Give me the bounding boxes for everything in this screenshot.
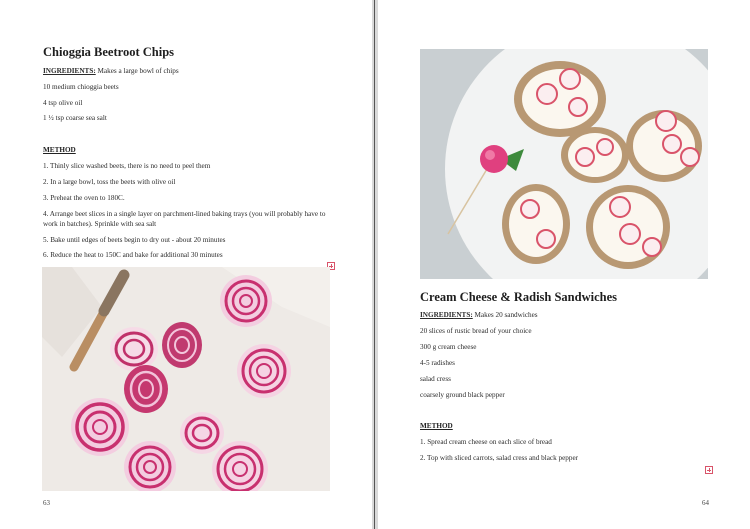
ingredients-line — [43, 67, 179, 75]
ingredient-item: 4 tsp olive oil — [43, 99, 83, 107]
ingredient-item: 4-5 radishes — [420, 359, 455, 367]
beet-slice — [237, 344, 291, 398]
method-step: 2. Top with sliced carrots, salad cress and black pepper — [420, 454, 579, 462]
ingredient-item: 20 slices of rustic bread of your choice — [420, 327, 532, 335]
left-page — [0, 0, 372, 529]
ingredient-item: 300 g cream cheese — [420, 343, 477, 351]
sandwich — [626, 110, 702, 182]
method-step: 6. Reduce the heat to 150C and bake for additional 30 minutes — [43, 251, 223, 259]
beet-slice — [180, 412, 224, 454]
method-heading: METHOD — [43, 146, 76, 154]
ingredients-label: INGREDIENTS: — [420, 311, 473, 319]
radish-sandwich-photo — [420, 49, 708, 279]
beet-chips-photo — [42, 267, 330, 491]
page-number: 63 — [43, 499, 50, 507]
beet-slice — [124, 365, 168, 413]
ingredient-item: 1 ½ tsp coarse sea salt — [43, 114, 107, 122]
beet-slice — [110, 327, 158, 371]
sandwich — [586, 185, 670, 269]
radish-sandwich-illustration — [420, 49, 708, 279]
ingredient-item: 10 medium chioggia beets — [43, 83, 119, 91]
method-step: 5. Bake until edges of beets begin to dry out - about 20 minutes — [43, 236, 226, 244]
recipe-title: Cream Cheese & Radish Sandwiches — [420, 290, 617, 304]
ingredients-note: Makes a large bowl of chips — [95, 67, 179, 75]
method-step: 4. Arrange beet slices in a single layer on parchment-lined baking trays (you will probably have to — [43, 210, 326, 218]
sandwich — [561, 127, 629, 183]
method-step: 2. In a large bowl, toss the beets with olive oil — [43, 178, 176, 186]
beet-slice — [71, 398, 129, 456]
ingredient-item: coarsely ground black pepper — [420, 391, 505, 399]
right-page — [378, 0, 750, 529]
page-number: 64 — [702, 499, 709, 507]
beet-chips-illustration — [42, 267, 330, 491]
beet-slice — [162, 322, 202, 368]
recipe-title: Chioggia Beetroot Chips — [43, 45, 175, 59]
sandwich — [502, 184, 570, 264]
beet-slice — [124, 441, 176, 491]
ingredients-label: INGREDIENTS: — [43, 67, 96, 75]
ingredient-item: salad cress — [420, 375, 451, 383]
ingredients-note: Makes 20 sandwiches — [472, 311, 538, 319]
method-step: 1. Thinly slice washed beets, there is no need to peel them — [43, 162, 211, 170]
method-step: 1. Spread cream cheese on each slice of bread — [420, 438, 552, 446]
ingredients-line — [420, 311, 538, 319]
link-marker-icon[interactable] — [705, 466, 713, 474]
method-step: work in batches). Sprinkle with sea salt — [43, 220, 157, 228]
sandwich — [514, 61, 606, 137]
beet-slice — [220, 275, 272, 327]
gutter-line — [374, 0, 375, 529]
method-heading: METHOD — [420, 422, 453, 430]
method-step: 3. Preheat the oven to 180C. — [43, 194, 125, 202]
